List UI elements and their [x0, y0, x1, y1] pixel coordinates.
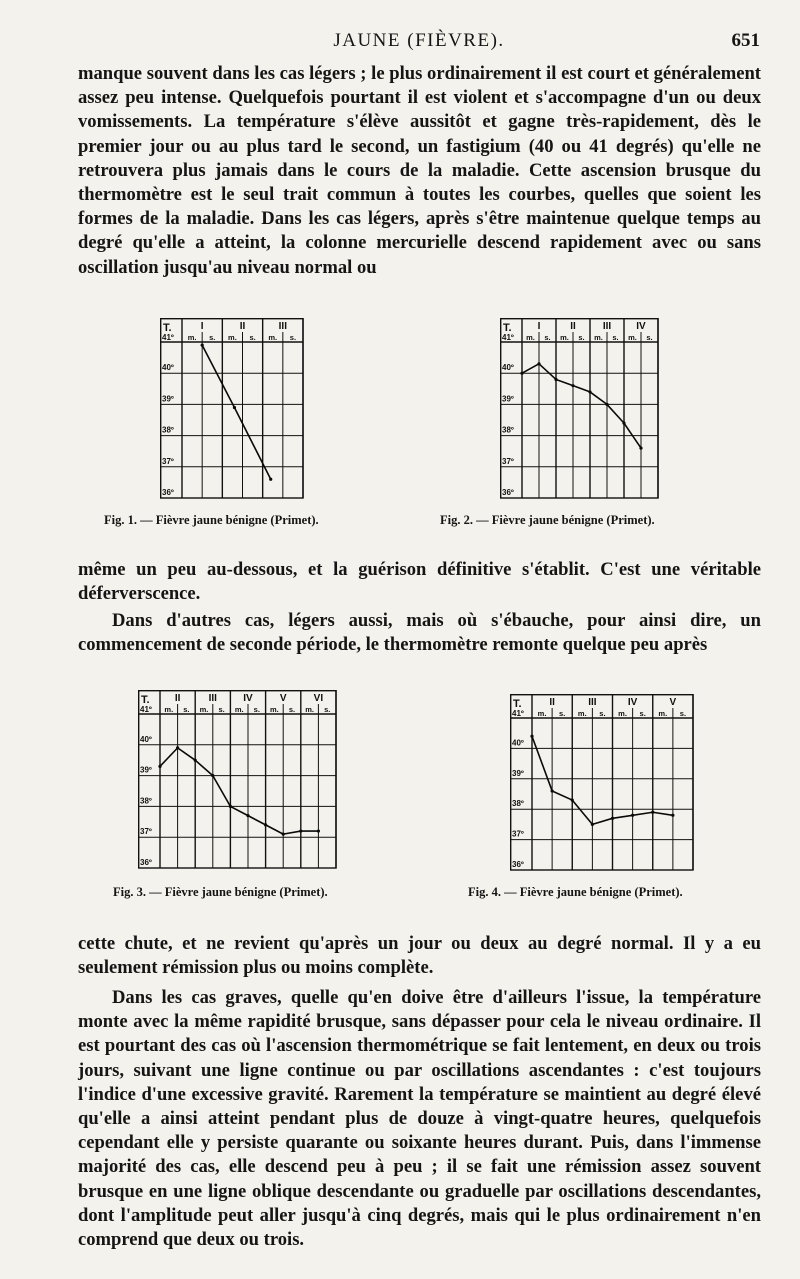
day-label: V	[669, 697, 677, 708]
sub-label: s.	[646, 333, 653, 342]
sub-label: m.	[537, 709, 547, 718]
temperature-point	[158, 765, 161, 768]
y-tick-label: 39º	[140, 765, 152, 775]
temperature-segment	[613, 815, 633, 818]
sub-label: s.	[612, 333, 619, 342]
sub-label: m.	[187, 333, 197, 342]
y-tick-label: 40º	[140, 734, 152, 744]
chart-fig-1	[160, 318, 305, 500]
sub-label: m.	[164, 705, 174, 714]
day-label: IV	[243, 693, 253, 704]
temperature-segment	[234, 408, 270, 480]
temperature-segment	[248, 816, 266, 825]
figure-3	[138, 690, 338, 870]
y-tick-label: 36º	[140, 858, 152, 867]
sub-label: s.	[288, 705, 296, 714]
paragraph-2: même un peu au-dessous, et la guérison définitive s'établit. C'est une véritable déferverscence.	[78, 559, 761, 605]
y-tick-label: 41º	[512, 709, 524, 718]
y-tick-label: 40º	[512, 738, 524, 748]
temperature-point	[176, 746, 179, 749]
day-label: II	[239, 321, 246, 332]
day-label: I	[537, 321, 541, 332]
sub-label: m.	[234, 705, 244, 714]
sub-label: s.	[289, 333, 297, 342]
paragraph-3: Dans d'autres cas, légers aussi, mais où s'ébauche, pour ainsi dire, un commencement de seconde période, le thermomètre remonte quelque peu après	[78, 610, 761, 656]
y-tick-label: 41º	[502, 333, 514, 342]
temperature-segment	[195, 760, 213, 775]
temperature-point	[622, 422, 625, 425]
chart-frame	[511, 695, 693, 870]
chart-frame	[501, 319, 658, 498]
y-tick-label: 37º	[512, 829, 524, 839]
temperature-point	[299, 829, 302, 832]
y-tick-label: 39º	[502, 394, 514, 404]
temperature-segment	[572, 800, 592, 824]
sub-label: s.	[599, 709, 606, 718]
temperature-point	[571, 384, 574, 387]
paragraph-1: manque souvent dans les cas légers ; le plus ordinairement il est court et généralement assez peu intense. Quelquefois pourtant il est violent et s'accompagne d'un ou deux vomissements. La température s'élève aussitôt et gagne très-rapidement, dès le premier jour ou au plus tard le second, un fastigium (40 ou 41 degrés) qu'elle ne retrouvera plus jamais dans le cours de la maladie. Cette ascension brusque du thermomètre est le seul trait commun à toutes les courbes, quelles que soient les formes de la maladie. Dans les cas légers, après s'être maintenue quelque temps au degré qu'elle a atteint, la colonne mercurielle descend rapidement avec ou sans oscillation jusqu'au niveau normal ou	[78, 63, 761, 278]
chart-frame	[139, 691, 336, 868]
temperature-segment	[573, 386, 590, 392]
temperature-point	[229, 805, 232, 808]
temperature-segment	[178, 748, 196, 760]
paragraph-4: cette chute, et ne revient qu'après un jour ou deux au degré normal. Il y a eu seulement rémission plus ou moins complète.	[78, 933, 761, 979]
y-tick-label: 39º	[512, 768, 524, 778]
sub-label: s.	[578, 333, 585, 342]
sub-label: m.	[305, 705, 314, 714]
temperature-point	[317, 829, 320, 832]
temperature-point	[537, 362, 540, 365]
day-label: III	[208, 693, 217, 704]
temperature-point	[282, 833, 285, 836]
figure-1	[160, 318, 305, 500]
sub-label: m.	[594, 333, 603, 342]
temperature-point	[551, 789, 554, 792]
y-tick-label: 37º	[502, 456, 514, 466]
temperature-segment	[552, 791, 572, 800]
temperature-point	[269, 478, 272, 481]
day-label: II	[549, 697, 555, 708]
temperature-point	[571, 798, 574, 801]
temperature-segment	[522, 364, 539, 373]
sub-label: m.	[228, 333, 237, 342]
y-tick-label: 38º	[162, 425, 174, 435]
temperature-segment	[633, 812, 653, 815]
temperature-point	[588, 390, 591, 393]
sub-label: s.	[253, 705, 260, 714]
figure-2	[500, 318, 660, 500]
sub-label: m.	[628, 333, 637, 342]
sub-label: m.	[577, 709, 587, 718]
temperature-point	[233, 406, 236, 409]
day-label: III	[602, 321, 612, 332]
corner-label: T.	[503, 322, 512, 334]
day-label: III	[588, 697, 597, 708]
sub-label: m.	[199, 705, 209, 714]
temperature-segment	[532, 736, 552, 791]
temperature-point	[671, 814, 674, 817]
paragraph-5: Dans les cas graves, quelle qu'en doive être d'ailleurs l'issue, la température monte avec la même rapidité brusque, sans dépasser pour cela le niveau ordinaire. Il est pourtant des cas où l'ascension thermométrique se fait lentement, en deux ou trois jours, suivant une ligne continue ou par oscillations ascendantes : c'est toujours l'indice d'une excessive gravité. Rarement la température se maintient au degré élevé qu'elle a ainsi atteint pendant plus de douze à vingt-quatre heures, quelquefois cependant elle y persiste quarante ou soixante heures durant. Puis, dans l'immense majorité des cas, elle descend peu à peu ; il se fait une rémission assez souvent brusque en une ligne oblique descendante ou graduelle par oscillations descendantes, dont l'amplitude peut aller jusqu'à cinq degrés, mais qui le plus ordinairement n'en comprend que deux ou trois.	[78, 987, 761, 1251]
chart-fig-4	[510, 694, 695, 872]
temperature-point	[639, 446, 642, 449]
sub-label: m.	[268, 333, 278, 342]
page-number: 651	[731, 30, 760, 51]
temperature-point	[591, 823, 594, 826]
temperature-point	[201, 344, 204, 347]
chart-fig-2	[500, 318, 660, 500]
sub-label: m.	[526, 333, 535, 342]
sub-label: s.	[218, 705, 225, 714]
temperature-segment	[590, 392, 607, 404]
figure-4	[510, 694, 695, 872]
temperature-point	[520, 372, 523, 375]
corner-label: T.	[163, 322, 172, 334]
temperature-segment	[592, 818, 612, 824]
temperature-point	[246, 814, 249, 817]
temperature-point	[605, 403, 608, 406]
temperature-point	[554, 378, 557, 381]
y-tick-label: 38º	[140, 796, 152, 806]
temperature-segment	[202, 345, 234, 407]
y-tick-label: 36º	[512, 860, 524, 869]
temperature-segment	[539, 364, 556, 380]
day-label: II	[570, 321, 576, 332]
day-label: II	[174, 693, 181, 704]
day-label: III	[278, 321, 288, 332]
day-label: IV	[627, 697, 638, 708]
sub-label: m.	[618, 709, 627, 718]
sub-label: m.	[560, 333, 569, 342]
sub-label: s.	[249, 333, 256, 342]
sub-label: s.	[324, 705, 331, 714]
temperature-segment	[607, 404, 624, 423]
y-tick-label: 38º	[512, 799, 524, 809]
temperature-segment	[230, 806, 248, 815]
sub-label: m.	[270, 705, 279, 714]
y-tick-label: 36º	[502, 488, 514, 497]
sub-label: s.	[544, 333, 551, 342]
figure-4-caption: Fig. 4. — Fièvre jaune bénigne (Primet).	[468, 885, 683, 899]
sub-label: s.	[639, 709, 646, 718]
sub-label: s.	[209, 333, 216, 342]
temperature-point	[631, 814, 634, 817]
y-tick-label: 41º	[140, 705, 152, 714]
y-tick-label: 37º	[162, 456, 174, 466]
day-label: VI	[313, 693, 324, 704]
temperature-point	[651, 811, 654, 814]
day-label: I	[200, 321, 204, 332]
page-header	[78, 30, 760, 56]
temperature-segment	[160, 748, 178, 766]
sub-label: m.	[658, 709, 668, 718]
chart-fig-3	[138, 690, 338, 870]
figure-3-caption: Fig. 3. — Fièvre jaune bénigne (Primet).	[113, 885, 328, 899]
temperature-segment	[556, 379, 573, 385]
sub-label: s.	[679, 709, 687, 718]
y-tick-label: 41º	[162, 333, 174, 342]
y-tick-label: 39º	[162, 394, 174, 404]
temperature-segment	[213, 776, 231, 807]
y-tick-label: 36º	[162, 488, 174, 497]
y-tick-label: 37º	[140, 827, 152, 837]
y-tick-label: 40º	[502, 363, 514, 373]
temperature-segment	[283, 831, 301, 834]
corner-label: T.	[141, 694, 150, 706]
y-tick-label: 38º	[502, 425, 514, 435]
temperature-segment	[266, 825, 284, 834]
figure-2-caption: Fig. 2. — Fièvre jaune bénigne (Primet).	[440, 513, 655, 527]
temperature-point	[264, 823, 267, 826]
temperature-point	[194, 759, 197, 762]
temperature-point	[611, 817, 614, 820]
running-title: JAUNE (FIÈVRE).	[333, 30, 505, 51]
day-label: IV	[636, 321, 646, 332]
corner-label: T.	[513, 698, 522, 710]
sub-label: s.	[183, 705, 190, 714]
temperature-segment	[653, 812, 673, 815]
temperature-point	[530, 735, 533, 738]
day-label: V	[279, 693, 287, 704]
figure-1-caption: Fig. 1. — Fièvre jaune bénigne (Primet).	[104, 513, 319, 527]
y-tick-label: 40º	[162, 363, 174, 373]
sub-label: s.	[559, 709, 566, 718]
temperature-point	[211, 774, 214, 777]
